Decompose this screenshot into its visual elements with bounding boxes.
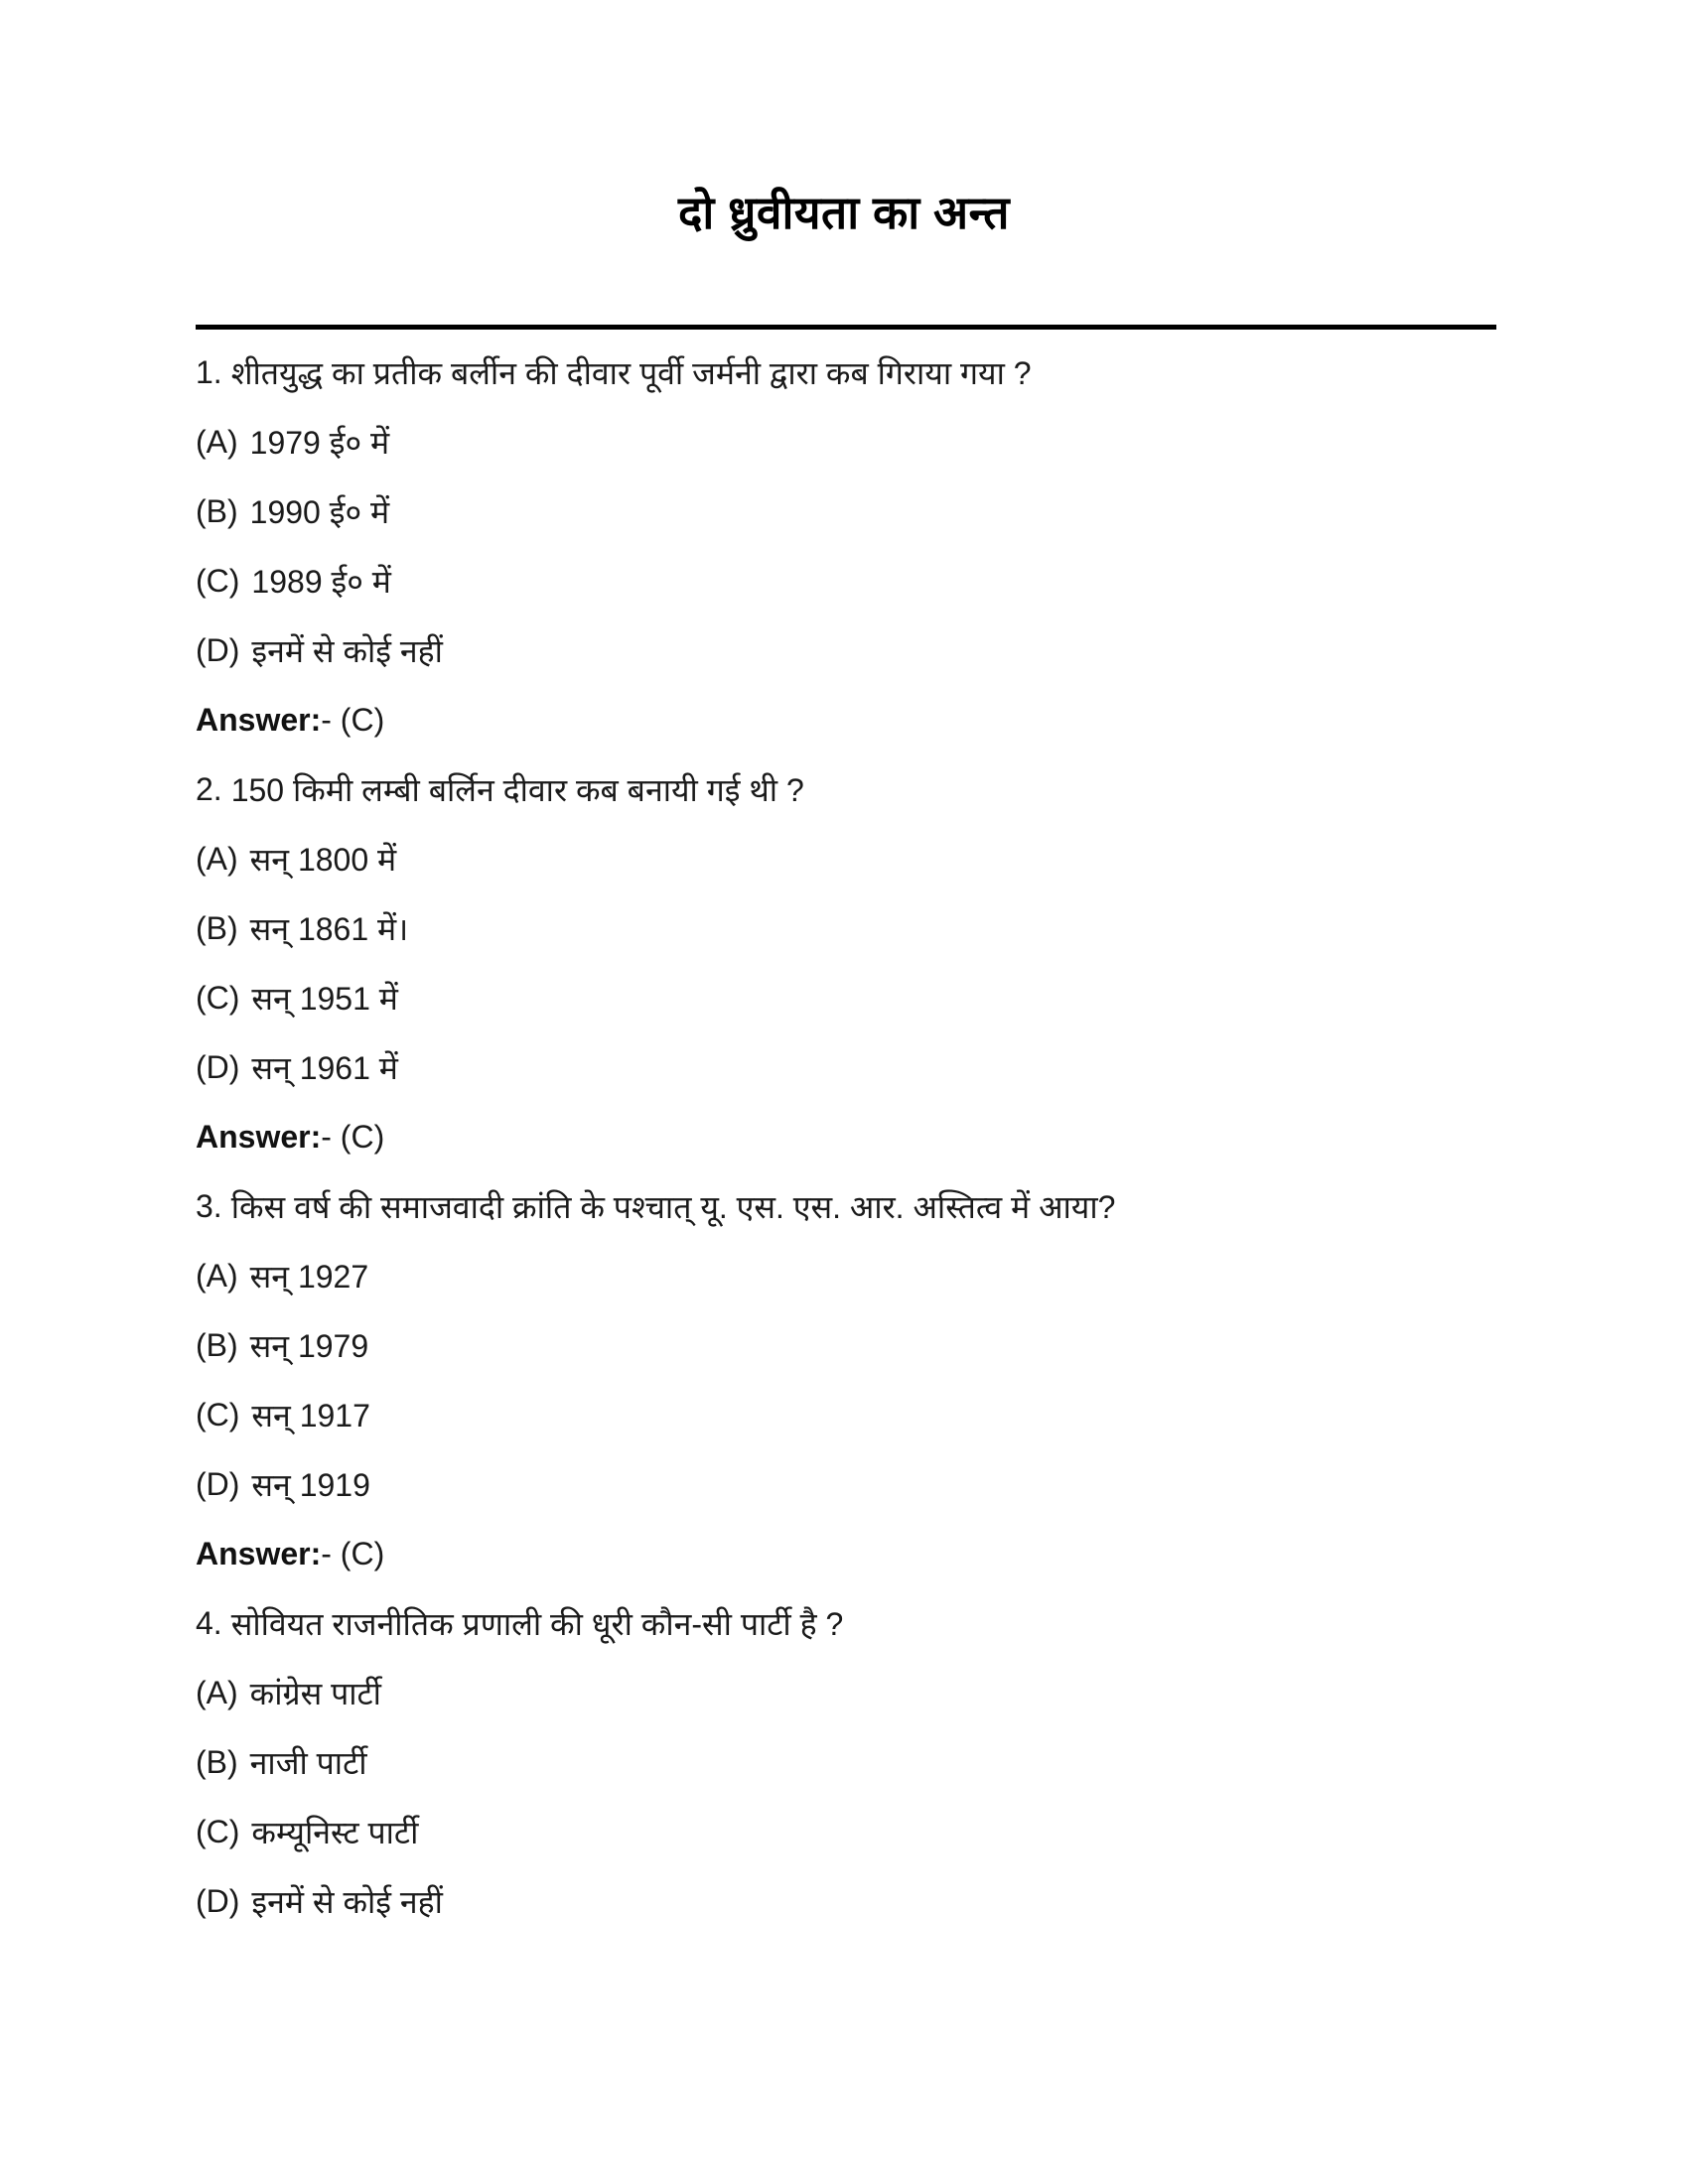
question-1-option-d [196, 615, 1546, 685]
option-text: सन् 1927 [249, 1258, 369, 1295]
question-4 [196, 1588, 1546, 1658]
answer-value: - (C) [321, 701, 385, 738]
question-text: 150 किमी लम्बी बर्लिन दीवार कब बनायी गई थी ? [230, 771, 804, 808]
answer-value: - (C) [321, 1535, 385, 1571]
question-2-option-a [196, 824, 1546, 893]
option-text: सन् 1919 [251, 1466, 370, 1503]
option-label: (D) [196, 1048, 240, 1085]
question-1-option-c [196, 546, 1546, 615]
option-text: इनमें से कोई नहीं [251, 1883, 443, 1920]
option-text: इनमें से कोई नहीं [251, 632, 443, 669]
question-text: किस वर्ष की समाजवादी क्रांति के पश्चात् यू. एस. एस. आर. अस्तित्व में आया? [230, 1188, 1116, 1225]
question-3-option-b [196, 1310, 1546, 1380]
question-number: 1. [196, 353, 222, 390]
option-label: (B) [196, 909, 238, 946]
question-2-option-b [196, 893, 1546, 963]
option-label: (A) [196, 840, 238, 877]
question-3-option-c [196, 1380, 1546, 1449]
option-text: सन् 1961 में [251, 1049, 398, 1086]
question-number: 4. [196, 1604, 222, 1641]
option-label: (A) [196, 1674, 238, 1710]
question-3-option-d [196, 1449, 1546, 1519]
divider-rule [196, 325, 1496, 330]
page-title: दो ध्रुवीयता का अन्त [677, 187, 1011, 238]
option-label: (B) [196, 1743, 238, 1780]
option-label: (C) [196, 979, 240, 1016]
option-text: सन् 1800 में [249, 841, 397, 878]
quiz-content [196, 338, 1546, 1936]
question-1-answer [196, 685, 1546, 754]
question-text: शीतयुद्ध का प्रतीक बर्लीन की दीवार पूर्वी जर्मनी द्वारा कब गिराया गया ? [230, 354, 1032, 391]
question-3-answer [196, 1519, 1546, 1588]
question-4-option-c [196, 1797, 1546, 1866]
question-1-option-a [196, 407, 1546, 477]
question-3-option-a [196, 1241, 1546, 1310]
option-label: (C) [196, 562, 240, 599]
question-2-answer [196, 1102, 1546, 1171]
option-label: (B) [196, 1326, 238, 1363]
option-text: सन् 1861 में। [249, 910, 409, 947]
option-text: सन् 1951 में [251, 980, 398, 1017]
question-1 [196, 338, 1546, 407]
question-number: 3. [196, 1187, 222, 1224]
question-2-option-d [196, 1032, 1546, 1102]
question-number: 2. [196, 770, 222, 807]
option-label: (B) [196, 492, 238, 529]
option-text: कम्यूनिस्ट पार्टी [251, 1814, 419, 1850]
option-text: कांग्रेस पार्टी [249, 1675, 381, 1711]
option-text: सन् 1979 [249, 1327, 369, 1364]
option-label: (A) [196, 1257, 238, 1294]
answer-label: Answer: [196, 701, 322, 738]
question-4-option-d [196, 1866, 1546, 1936]
option-text: 1979 ई० में [249, 424, 390, 461]
question-4-option-b [196, 1727, 1546, 1797]
question-2 [196, 754, 1546, 824]
option-text: 1989 ई० में [251, 563, 391, 600]
question-4-option-a [196, 1658, 1546, 1727]
option-text: नाजी पार्टी [249, 1744, 367, 1781]
answer-value: - (C) [321, 1118, 385, 1155]
option-text: सन् 1917 [251, 1397, 370, 1433]
answer-label: Answer: [196, 1535, 322, 1571]
option-text: 1990 ई० में [249, 493, 390, 530]
question-2-option-c [196, 963, 1546, 1032]
question-3 [196, 1171, 1546, 1241]
option-label: (C) [196, 1396, 240, 1433]
option-label: (D) [196, 1882, 240, 1919]
option-label: (A) [196, 423, 238, 460]
answer-label: Answer: [196, 1118, 322, 1155]
question-1-option-b [196, 477, 1546, 546]
option-label: (D) [196, 631, 240, 668]
option-label: (D) [196, 1465, 240, 1502]
option-label: (C) [196, 1813, 240, 1849]
question-text: सोवियत राजनीतिक प्रणाली की धूरी कौन-सी पार्टी है ? [230, 1605, 844, 1642]
